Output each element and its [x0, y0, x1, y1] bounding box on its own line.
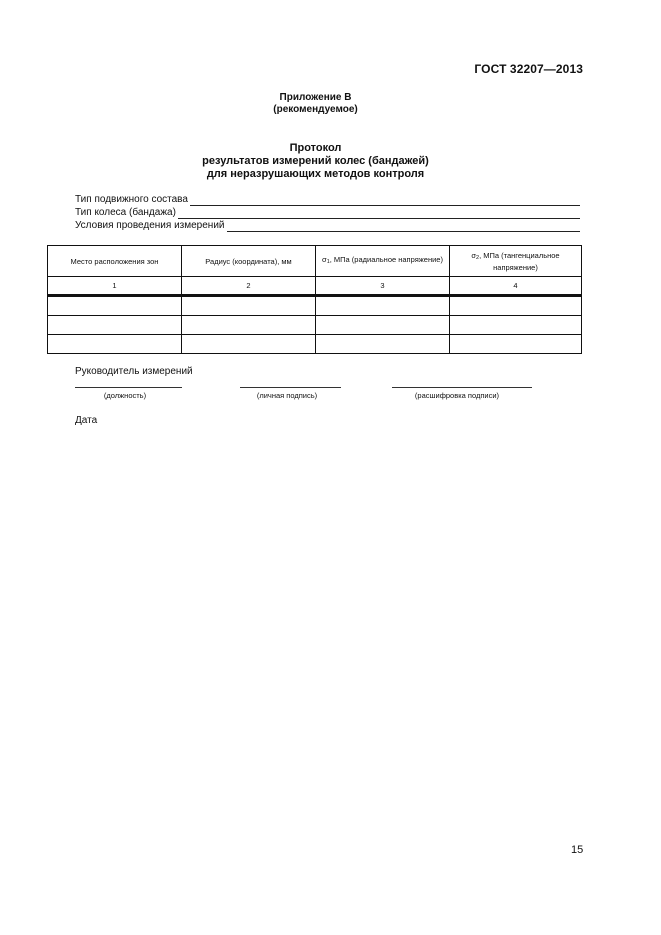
col-header-tangential-stress: σ2, МПа (тангенциальное напряжение)	[450, 246, 582, 277]
table-cell[interactable]	[450, 296, 582, 316]
fill-line[interactable]	[190, 196, 580, 206]
table-cell[interactable]	[316, 316, 450, 335]
table-cell[interactable]	[316, 335, 450, 354]
col-header-radial-stress: σ1, МПа (радиальное напряжение)	[316, 246, 450, 277]
table-cell[interactable]	[182, 335, 316, 354]
position-caption: (должность)	[103, 391, 147, 400]
protocol-subtitle-line2: для неразрушающих методов контроля	[206, 168, 425, 180]
field-label: Тип подвижного состава	[75, 194, 188, 205]
protocol-title: Протокол	[289, 142, 342, 154]
fill-line[interactable]	[178, 209, 580, 219]
field-wheel-type	[75, 207, 580, 219]
column-number: 4	[450, 277, 582, 296]
column-number: 3	[316, 277, 450, 296]
col-header-zone-location: Место расположения зон	[48, 246, 182, 277]
name-line[interactable]	[392, 386, 532, 388]
signature-line[interactable]	[240, 386, 341, 388]
field-label: Тип колеса (бандажа)	[75, 207, 176, 218]
table-row	[48, 316, 582, 335]
table-header-row	[48, 246, 582, 277]
position-line[interactable]	[75, 386, 182, 388]
column-number-row	[48, 277, 582, 296]
table-cell[interactable]	[48, 316, 182, 335]
column-number: 2	[182, 277, 316, 296]
field-label: Условия проведения измерений	[75, 220, 225, 231]
appendix-note: (рекомендуемое)	[273, 104, 358, 115]
appendix-title: Приложение В	[279, 92, 352, 103]
signature-caption: (личная подпись)	[256, 391, 318, 400]
table-row	[48, 335, 582, 354]
measurement-head-label: Руководитель измерений	[75, 366, 193, 377]
fill-line[interactable]	[227, 222, 581, 232]
date-label: Дата	[75, 415, 98, 426]
table-cell[interactable]	[48, 296, 182, 316]
column-number: 1	[48, 277, 182, 296]
name-caption: (расшифровка подписи)	[414, 391, 500, 400]
table-cell[interactable]	[450, 316, 582, 335]
measurement-table	[47, 245, 582, 354]
field-rolling-stock-type	[75, 194, 580, 206]
table-row	[48, 296, 582, 316]
col-header-radius: Радиус (координата), мм	[182, 246, 316, 277]
table-cell[interactable]	[450, 335, 582, 354]
protocol-subtitle-line1: результатов измерений колес (бандажей)	[202, 155, 429, 167]
table-cell[interactable]	[182, 296, 316, 316]
table-cell[interactable]	[316, 296, 450, 316]
document-code: ГОСТ 32207—2013	[474, 62, 583, 76]
table-cell[interactable]	[182, 316, 316, 335]
field-measurement-conditions	[75, 220, 580, 232]
table-cell[interactable]	[48, 335, 182, 354]
page-number: 15	[571, 844, 584, 856]
